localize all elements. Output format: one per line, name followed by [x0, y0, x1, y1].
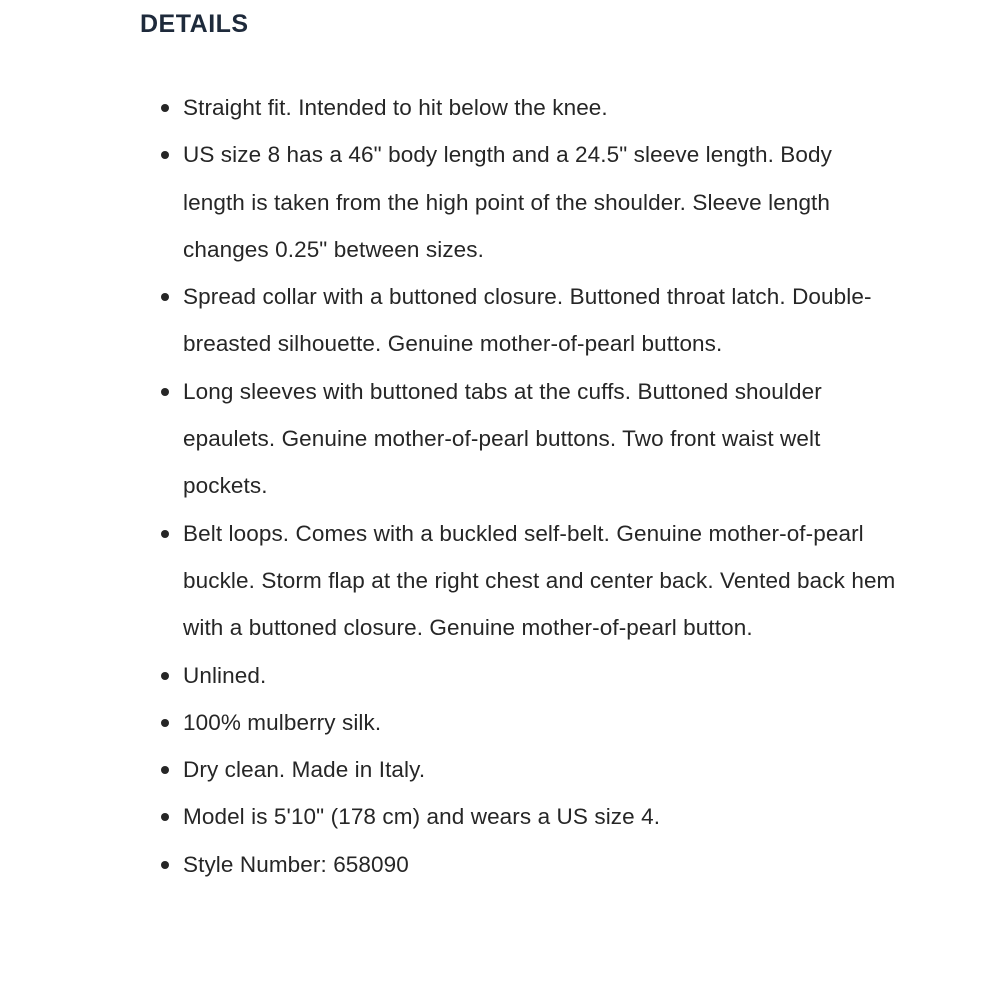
list-item — [140, 368, 900, 510]
list-item — [140, 746, 900, 793]
list-item — [140, 793, 900, 840]
list-item — [140, 510, 900, 652]
bullet-icon — [161, 672, 169, 680]
list-item-text: Belt loops. Comes with a buckled self-belt. Genuine mother-of-pearl buckle. Storm flap at the right chest and center back. Vented back hem with a buttoned closure. Genuine mother-of-pearl button. — [183, 520, 896, 641]
list-item-text: Straight fit. Intended to hit below the knee. — [183, 95, 608, 120]
list-item-text: Spread collar with a buttoned closure. Buttoned throat latch. Double-breasted silhouette. Genuine mother-of-pearl buttons. — [183, 284, 872, 357]
list-item-text: 100% mulberry silk. — [183, 709, 382, 735]
list-item-text: US size 8 has a 46" body length and a 24.5" sleeve length. Body length is taken from the high point of the shoulder. Sleeve length changes 0.25" between sizes. — [183, 142, 832, 262]
list-item — [140, 84, 900, 131]
bullet-icon — [161, 530, 169, 538]
list-item — [140, 652, 900, 699]
details-list — [140, 84, 900, 888]
bullet-icon — [161, 151, 169, 159]
list-item-text: Dry clean. Made in Italy. — [183, 757, 426, 783]
section-title: DETAILS — [140, 10, 249, 38]
list-item-text: Unlined. — [183, 662, 267, 688]
list-item — [140, 273, 900, 368]
details-section — [140, 0, 900, 877]
bullet-icon — [161, 861, 169, 869]
bullet-icon — [161, 766, 169, 774]
bullet-icon — [161, 293, 169, 301]
bullet-icon — [161, 104, 169, 112]
bullet-icon — [161, 388, 169, 396]
list-item — [140, 699, 900, 746]
list-item-text: Model is 5'10" (178 cm) and wears a US size 4. — [183, 804, 661, 830]
list-item — [140, 131, 900, 273]
list-item-text: Style Number: 658090 — [183, 851, 409, 877]
bullet-icon — [161, 813, 169, 821]
list-item-text: Long sleeves with buttoned tabs at the cuffs. Buttoned shoulder epaulets. Genuine mother-of-pearl buttons. Two front waist welt pockets. — [183, 378, 822, 499]
list-item — [140, 841, 900, 888]
bullet-icon — [161, 719, 169, 727]
